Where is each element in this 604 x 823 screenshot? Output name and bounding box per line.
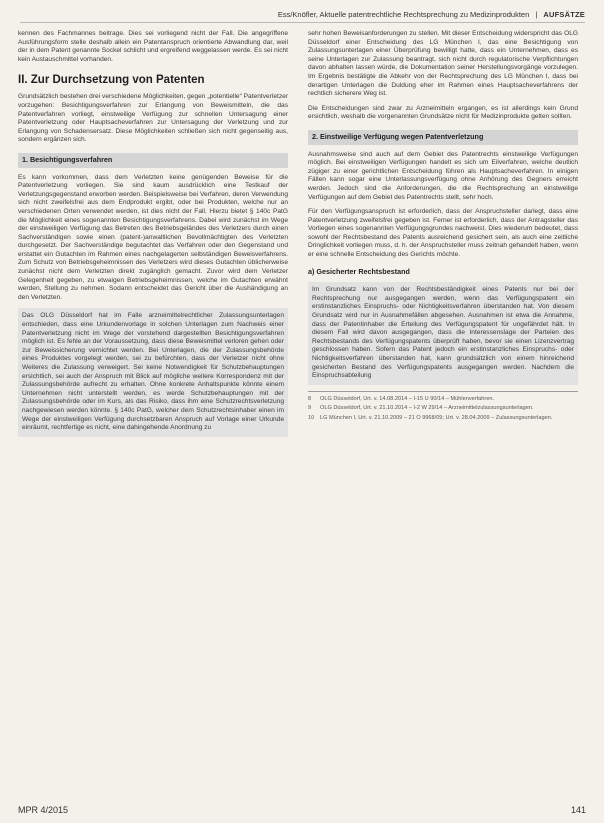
shaded-paragraph-right: Im Grundsatz kann von der Rechtsbeständigkeit eines Patents nur bei der Rechtsprechung nur ausgegangen werden, wenn das Verfügungspatent ein erstinstanzliches Einspruchs- oder Nichtigkeitsverfahren überstanden hat. Von diesem Grundsatz wird nur in Ausnahmefällen abgesehen. Ausnahmen ist etwa die Annahme, dass der Patentinhaber die Erteilung des Verfügungspatent für ungefährdet hält. In diesem Fall wird davon ausgegangen, dass die Interessenslage der Parteien des Rechtsbestands des Verfügungspatents überprüft haben, bevor sie einen Lizenzvertrag geschlossen haben. Sofern das Patent jedoch ein erstinstanzliches Einspruchs- oder Nichtigkeitsverfahren überstanden hat, kann grundsätzlich von einem hinreichend gesicherten Bestand des Verfügungspatents ausgegangen werden. Nachdem die Einspruchsabteilung [308,282,578,385]
right-column [308,30,578,424]
header-section-label: AUFSÄTZE [543,10,585,19]
page-number: 141 [570,805,586,815]
footnote-text: OLG Düsseldorf, Urt. v. 21.10.2014 – I-2 W 29/14 – Arzneimittelzulassungsunterlagen. [320,405,534,412]
footnote-number: 10 [308,414,315,421]
requirements-paragraph: Für den Verfügungsanspruch ist erforderlich, dass der Anspruchsteller darlegt, dass eine Patentverletzung zweifelsfrei gegeben ist. Ferner ist erforderlich, dass der Antragsteller das Vorliegen eines sogenannten Verfügungsgrundes nachweist. Dies wiederum bedeutet, dass sowohl der Rechtsbestand des Patents ausreichend gesichert sein, als auch eine zeitliche Dringlichkeit vorliegen muss, d. h. der Anspruchsteller muss zeitnah gehandelt haben, wenn er eine schnelle Entscheidung des Gerichts möchte. [308,208,578,259]
intro-paragraph: kennen des Fachmannes beitrage. Dies sei vorliegend nicht der Fall. Die angegriffene Ausführungsform stelle deshalb allein ein Patentanspruch orientierte Abwandlung dar, weil der in dem Patent genannte Sockel schlicht und ergreifend weggelassen werde. Es sei nicht kein Austauschmittel vorhanden. [18,30,288,63]
continuation-paragraph: sehr hohen Beweisanforderungen zu stellen. Mit dieser Entscheidung widerspricht das OLG Düsseldorf einer Entscheidung des LG München I, das eine Besichtigung von Zulassungsunterlagen einer Überprüfung bewilligt hatte, dass ein Unternehmen, dass es seine Unterlagen zur Zulassung beantragt, sich nicht durch regulatorische Verpflichtungen davon abhalten lassen würde, die Dokumentation seiner Herstellungsvorgänge vorzulegen. Im Ergebnis bestätigte die Abkehr von der Rechtsprechung des LG München I, dass bei derartigen Unterlagen die Duldung eher im Rahmen eines Hauptsacheverfahrens der rechtlich sicherere Weg ist. [308,30,578,98]
left-column [18,30,288,443]
footnote [308,405,578,412]
shaded-paragraph-left: Das OLG Düsseldorf hat im Falle arzneimittelrechtlicher Zulassungsunterlagen entschieden, dass eine Urkundenvorlage in solchen Unterlagen zum Nachweis einer Patentverletzung nicht im Wege der vorstehend dargestellten Besichtigungsverfahren möglich ist. Es fehle an der Voraussetzung, dass diese Beweismittel verloren gehen oder zur Beweissicherung vernichtet werden. Bei Unterlagen, die der Zulassungsbehörde eines Produktes vorgelegt werden, sei zu befürchten, dass der Verletzer nicht ohne Weiteres die Zulassung verweigert. Sei keine Notwendigkeit für Schutzbehauptungen ersichtlich, sei auch der Anspruch mit Blick auf mögliche weitere Korrespondenz mit der Zulassungsbehörde aufrecht zu erhalten. Ohne konkrete Anhaltspunkte könnte einem Unternehmen nicht unterstellt werden, es werde Schutzbehauptungen mit der Zulassungsbehörde oder im Kurs, als das Risiko, dass ihm eine Schutzrechtsverletzung nachgewiesen werden könnte. § 140c PatG, welcher dem Schutzrechtsinhaber einen im Wege der einstweiligen Verfügung durchsetzbaren Anspruch auf Vorlage einer Urkunde einräumt, rechtfertige es nicht, eine dahingehende Anordnung zu [18,308,288,436]
header-separator: | [535,10,538,19]
page-footer [18,801,586,815]
footnote-text: OLG Düsseldorf, Urt. v. 14.08.2014 – I-15 U 90/14 – Mühlenverfahren. [320,395,495,402]
footnote [308,415,578,422]
section-heading: II. Zur Durchsetzung von Patenten [18,74,205,87]
footnote-number: 8 [308,395,312,402]
sub-subsection-heading: a) Gesicherter Rechtsbestand [308,266,410,276]
subsection-heading-injunction: 2. Einstweilige Verfügung wegen Patentverletzung [308,130,578,145]
footnote-text: LG München I, Urt. v. 21.10.2009 – 21 O 9968/09; Urt. v. 28.04.2009 – Zulassungsunterlagen. [320,414,553,421]
injunction-paragraph: Ausnahmsweise sind auch auf dem Gebiet des Patentrechts einstweilige Verfügungen möglich. Bei einstweiligen Verfügungen handelt es sich um Eilverfahren, welche deutlich zügiger zu einer gerichtlichen Entscheidung führen als Hauptsacheverfahren. In einigen Fällen kann sogar eine Unterlassungsverfügung ohne Anhörung des Gegners erreicht werden. Jedoch sind die Anforderungen, die die Rechtsprechung an einstweilige Verfügungen auf dem Gebiet des Patentrechts stellt, sehr hoch. [308,150,578,201]
header-authors-title: Ess/Knöfler, Aktuelle patentrechtliche Rechtsprechung zu Medizinprodukten [277,10,530,19]
section-paragraph: Grundsätzlich bestehen drei verschiedene Möglichkeiten, gegen „potentielle“ Patentverletzer vorzugehen: Besichtigungsverfahren zur Erlangung von Beweismitteln, die das Patentverfahren vorliegt, einstweilige Verfügung zur schnellen Untersagung einer Patentverletzung oder Hauptsacheverfahren zur Untersagung der Verletzung und zur Erlangung von Schadensersatz. Diese Möglichkeiten schließen sich nicht gegenseitig aus, sondern ergänzen sich. [18,93,288,144]
footnote [308,396,578,403]
inspection-paragraph: Es kann vorkommen, dass dem Verletzten keine genügenden Beweise für die Patentverletzung vorliegen. Sie sind kaum ausdrücklich eine Testkauf der Verletzungsgegenstand erworben werden. Beispielsweise bei Verfahren, deren Verwendung sich nicht zweifelsfrei aus dem Endprodukt ergibt, oder bei Produkten, welche nur an verschiedenen Orten verwendet werden, ist dies nicht der Fall. Hierzu bietet § 140c PatG die Möglichkeit eines sogenannten Besichtigungsverfahrens. Dabei wird zunächst im Wege der einstweiligen Verfügung das Betreten des Betriebsgeländes des Verletzers durch einen Sachverständigen sowie einen (patent-)anwaltlichen Bevollmächtigten des Verletzten durchgesetzt. Der Sachverständige begutachtet das Verfahren oder den Gegenstand und erstattet ein Gutachten im Rahmen eines nachgelagerten selbständigen Beweisverfahrens. Zum Schutz von Betriebsgeheimnissen des Verletzers wird dieses Gutachten üblicherweise zunächst nicht dem Verletzten direkt zugänglich gemacht. Zuvor wird dem Verletzer Gelegenheit gegeben, zu etwaigen Betriebsgeheimnissen, welche im Gutachten erwähnt werden, Stellung zu nehmen. Sodann entscheidet das Gericht über die Aushändigung an den Verletzten. [18,173,288,301]
footnotes [308,391,578,422]
decision-paragraph: Die Entscheidungen sind zwar zu Arzneimitteln ergangen, es ist allerdings kein Grund ersichtlich, weshalb die vorgenannten Grundsätze nicht für Medizinprodukte gelten sollten. [308,104,578,121]
footnote-number: 9 [308,405,312,412]
journal-issue: MPR 4/2015 [18,805,69,815]
subsection-heading-inspection: 1. Besichtigungsverfahren [18,153,288,168]
running-header [20,10,585,23]
